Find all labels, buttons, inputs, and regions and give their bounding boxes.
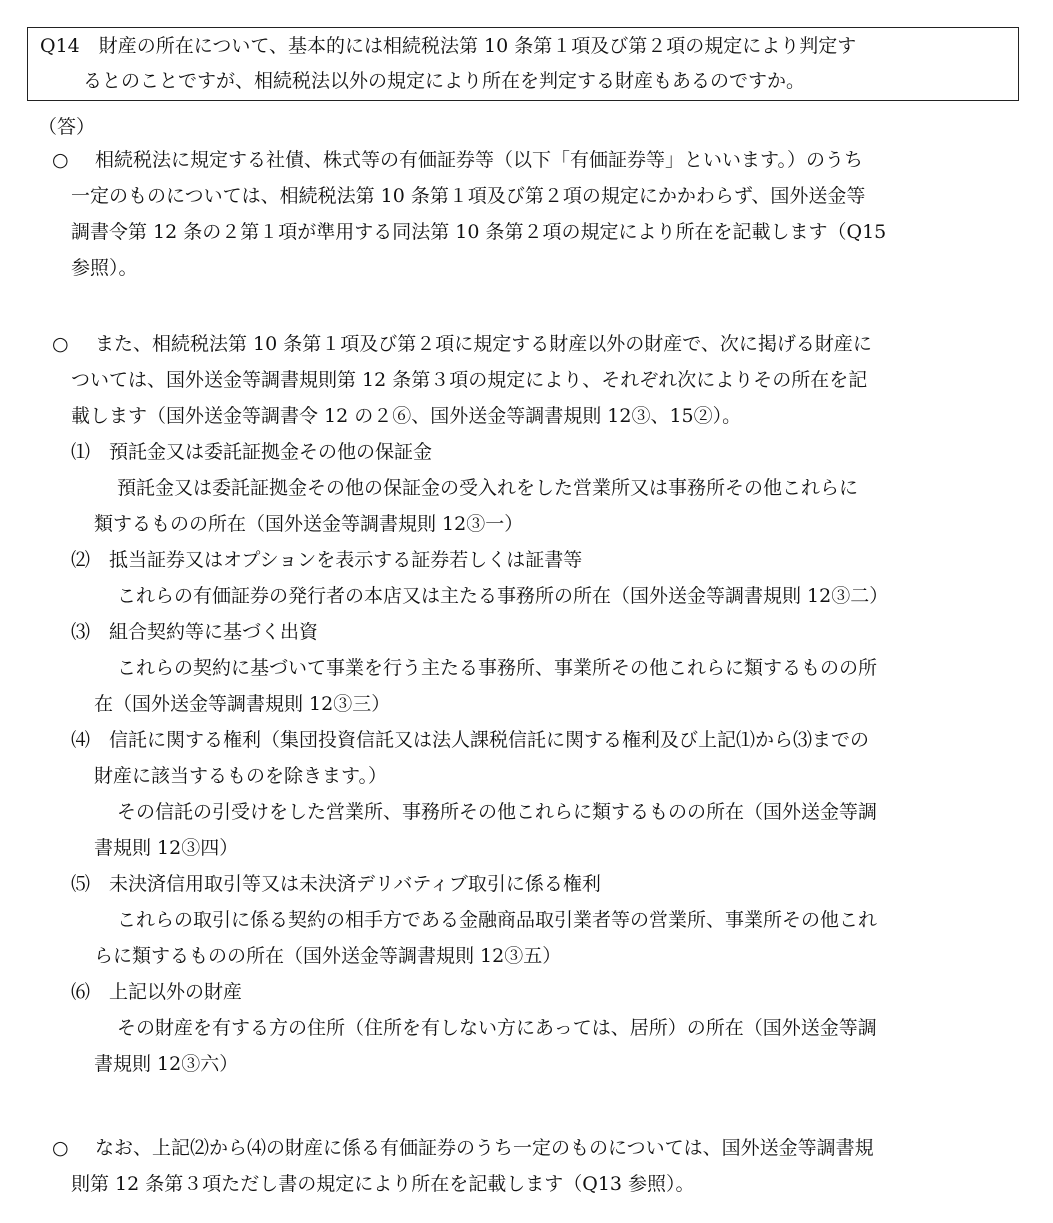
para1-line-4: 参照）。 [71,257,138,279]
question-line-1: Q14 財産の所在について、基本的には相続税法第 10 条第１項及び第２項の規定により判定す [40,35,857,57]
item-body-line: 預託金又は委託証拠金その他の保証金の受入れをした営業所又は事務所その他これらに [117,477,859,499]
item-body-line: その財産を有する方の住所（住所を有しない方にあっては、居所）の所在（国外送金等調 [117,1017,877,1039]
item-heading: ⑶ 組合契約等に基づく出資 [71,621,319,643]
bullet-circle: ○ [52,333,69,355]
question-line-2: るとのことですが、相続税法以外の規定により所在を判定する財産もあるのですか。 [83,70,806,92]
item-body-line: これらの契約に基づいて事業を行う主たる事務所、事業所その他これらに類するものの所 [117,657,878,679]
item-heading-cont: 財産に該当するものを除きます。） [94,765,387,787]
item-heading: ⑸ 未決済信用取引等又は未決済デリバティブ取引に係る権利 [71,873,601,895]
item-body-line: その信託の引受けをした営業所、事務所その他これらに類するものの所在（国外送金等調 [117,801,878,823]
item-body-line: 書規則 12③四） [94,837,239,859]
para2-line-2: ついては、国外送金等調書規則第 12 条第３項の規定により、それぞれ次によりその所在を記 [71,369,868,391]
para1-line-2: 一定のものについては、相続税法第 10 条第１項及び第２項の規定にかかわらず、国外送金等 [71,185,866,207]
para2-line-1: また、相続税法第 10 条第１項及び第２項に規定する財産以外の財産で、次に掲げる財産に [95,333,872,355]
answer-label: （答） [38,116,96,138]
item-heading: ⑵ 抵当証券又はオプションを表示する証券若しくは証書等 [71,549,583,571]
para3-line-2: 則第 12 条第３項ただし書の規定により所在を記載します（Q13 参照）。 [71,1173,695,1195]
item-body-line: これらの取引に係る契約の相手方である金融商品取引業者等の営業所、事業所その他これ [117,909,878,931]
item-heading: ⑷ 信託に関する権利（集団投資信託又は法人課税信託に関する権利及び上記⑴から⑶までの [71,729,870,751]
item-body-line: 類するものの所在（国外送金等調書規則 12③一） [94,513,524,535]
para3-line-1: なお、上記⑵から⑷の財産に係る有価証券のうち一定のものについては、国外送金等調書規 [95,1137,874,1159]
bullet-circle: ○ [52,1137,69,1159]
para2-line-3: 載します（国外送金等調書令 12 の２⑥、国外送金等調書規則 12③、15②）。 [71,405,742,427]
item-heading: ⑴ 預託金又は委託証拠金その他の保証金 [71,441,433,463]
item-body-line: らに類するものの所在（国外送金等調書規則 12③五） [94,945,562,967]
para1-line-3: 調書令第 12 条の２第１項が準用する同法第 10 条第２項の規定により所在を記載します（Q15 [71,221,887,243]
item-body-line: 書規則 12③六） [94,1053,239,1075]
item-heading: ⑹ 上記以外の財産 [71,981,243,1003]
item-body-line: 在（国外送金等調書規則 12③三） [94,693,391,715]
para1-line-1: 相続税法に規定する社債、株式等の有価証券等（以下「有価証券等」といいます。）のうち [95,149,863,171]
bullet-circle: ○ [52,149,69,171]
item-body-line: これらの有価証券の発行者の本店又は主たる事務所の所在（国外送金等調書規則 12③二） [117,585,889,607]
